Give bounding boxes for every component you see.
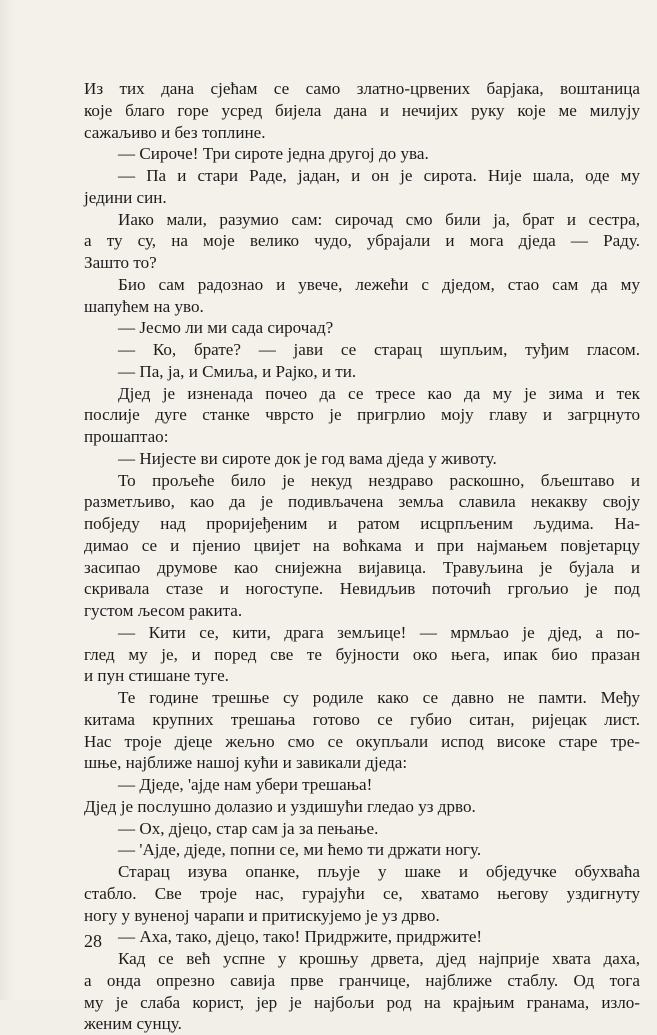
text-line: димао се и пјенио цвијет на воћкама и при најмањем повјетарцу (84, 535, 640, 555)
text-line: Нас троје дјеце жељно смо се окупљали испод високе старе тре- (84, 731, 640, 751)
text-line: китама крупних трешања готово се губио ситан, ријецак лист. (84, 709, 640, 729)
text-line: — Па и стари Раде, јадан, и он је сирота. Није шала, оде му (118, 166, 640, 185)
text-line: — Нијесте ви сироте док је год вама дједа у животу. (118, 448, 497, 468)
text-line: — Ко, брате? — јави се старац шупљим, туђим гласом. (118, 340, 640, 359)
text-line: сажаљиво и без топлине. (84, 122, 266, 142)
page-body-text (84, 78, 640, 1035)
text-line: му је слаба корист, јер је најбољи род на крајњим гранама, изло- (84, 992, 640, 1012)
text-line: Дјед је послушно долазио и уздишући гледао уз дрво. (84, 796, 476, 816)
text-line: засипао друмове као снијежна вијавица. Травуљина је бујала и (84, 557, 640, 577)
text-line: глед му је, и поред све те бујности око њега, ипак био празан (84, 644, 640, 664)
text-line: — Ох, дјецо, стар сам ја за пењање. (118, 818, 379, 838)
text-line: Из тих дана сјећам се само златно-црвених барјака, воштаница (84, 79, 640, 98)
text-line: Те године трешње су родиле како се давно не памти. Међу (118, 688, 640, 707)
text-line: Био сам радознао и увече, лежећи с дједом, стао сам да му (118, 274, 640, 294)
text-line: — Кити се, кити, драга земљице! — мрмљао је дјед, а по- (118, 622, 640, 642)
text-line: — Сироче! Три сироте једна другој до ува. (118, 144, 429, 164)
text-line: шње, најближе нашој кући и завикали дједа: (84, 753, 408, 773)
text-line: Старац изува опанке, пљује у шаке и обједучке обухваћа (118, 862, 640, 881)
text-line: густом љесом ракита. (84, 601, 243, 620)
text-line: побједу над проријеђеним и ратом исцрпљеним људима. На- (84, 514, 640, 533)
text-line: — Па, ја, и Смиља, и Рајко, и ти. (118, 361, 357, 381)
page-number: 28 (84, 931, 102, 951)
text-line: — Дједе, 'ајде нам убери трешања! (118, 775, 373, 794)
text-line: Дјед је изненада почео да се тресе као да му је зима и тек (118, 383, 640, 403)
text-line: а ту су, на моје велико чудо, убрајали и мога дједа — Раду. (84, 231, 640, 251)
text-line: Кад се већ успне у крошњу дрвета, дјед најприје хвата даха, (118, 949, 640, 968)
text-line: које благо горе усред бијела дана и нечијих руку које ме милују (84, 100, 640, 120)
text-line: — 'Ајде, дједе, попни се, ми ћемо ти држати ногу. (118, 840, 482, 860)
text-line: разметљиво, као да је подивљачена земља славила некакву своју (84, 492, 640, 512)
text-line: стабло. Све троје нас, гурајући се, хватамо његову уздигнуту (84, 883, 640, 903)
text-line: ногу у вуненој чарапи и притискујемо је уз дрво. (84, 905, 440, 925)
text-line: Иако мали, разумио сам: сирочад смо били ја, брат и сестра, (118, 209, 640, 229)
text-line: — Јесмо ли ми сада сирочад? (118, 318, 334, 338)
text-line: Зашто то? (84, 253, 157, 272)
text-line: једини син. (84, 187, 167, 207)
text-line: прошаптао: (84, 427, 169, 446)
text-line: и пун стишане туге. (84, 666, 229, 686)
text-line: То прољеће било је некуд нездраво раскошно, бљештаво и (118, 470, 640, 490)
text-line: шапућем на уво. (84, 296, 204, 316)
text-line: послије дуге станке чврсто је пригрлио моју главу и загрцнуто (84, 405, 640, 425)
text-line: скривала стазе и ногоступе. Невидљив поточић гргољио је под (84, 579, 640, 599)
text-line: женим сунцу. (84, 1014, 182, 1034)
text-line: а онда опрезно савија прве гранчице, најближе стаблу. Од тога (84, 970, 640, 990)
text-line: — Аха, тако, дјецо, тако! Придржите, придржите! (118, 927, 483, 947)
